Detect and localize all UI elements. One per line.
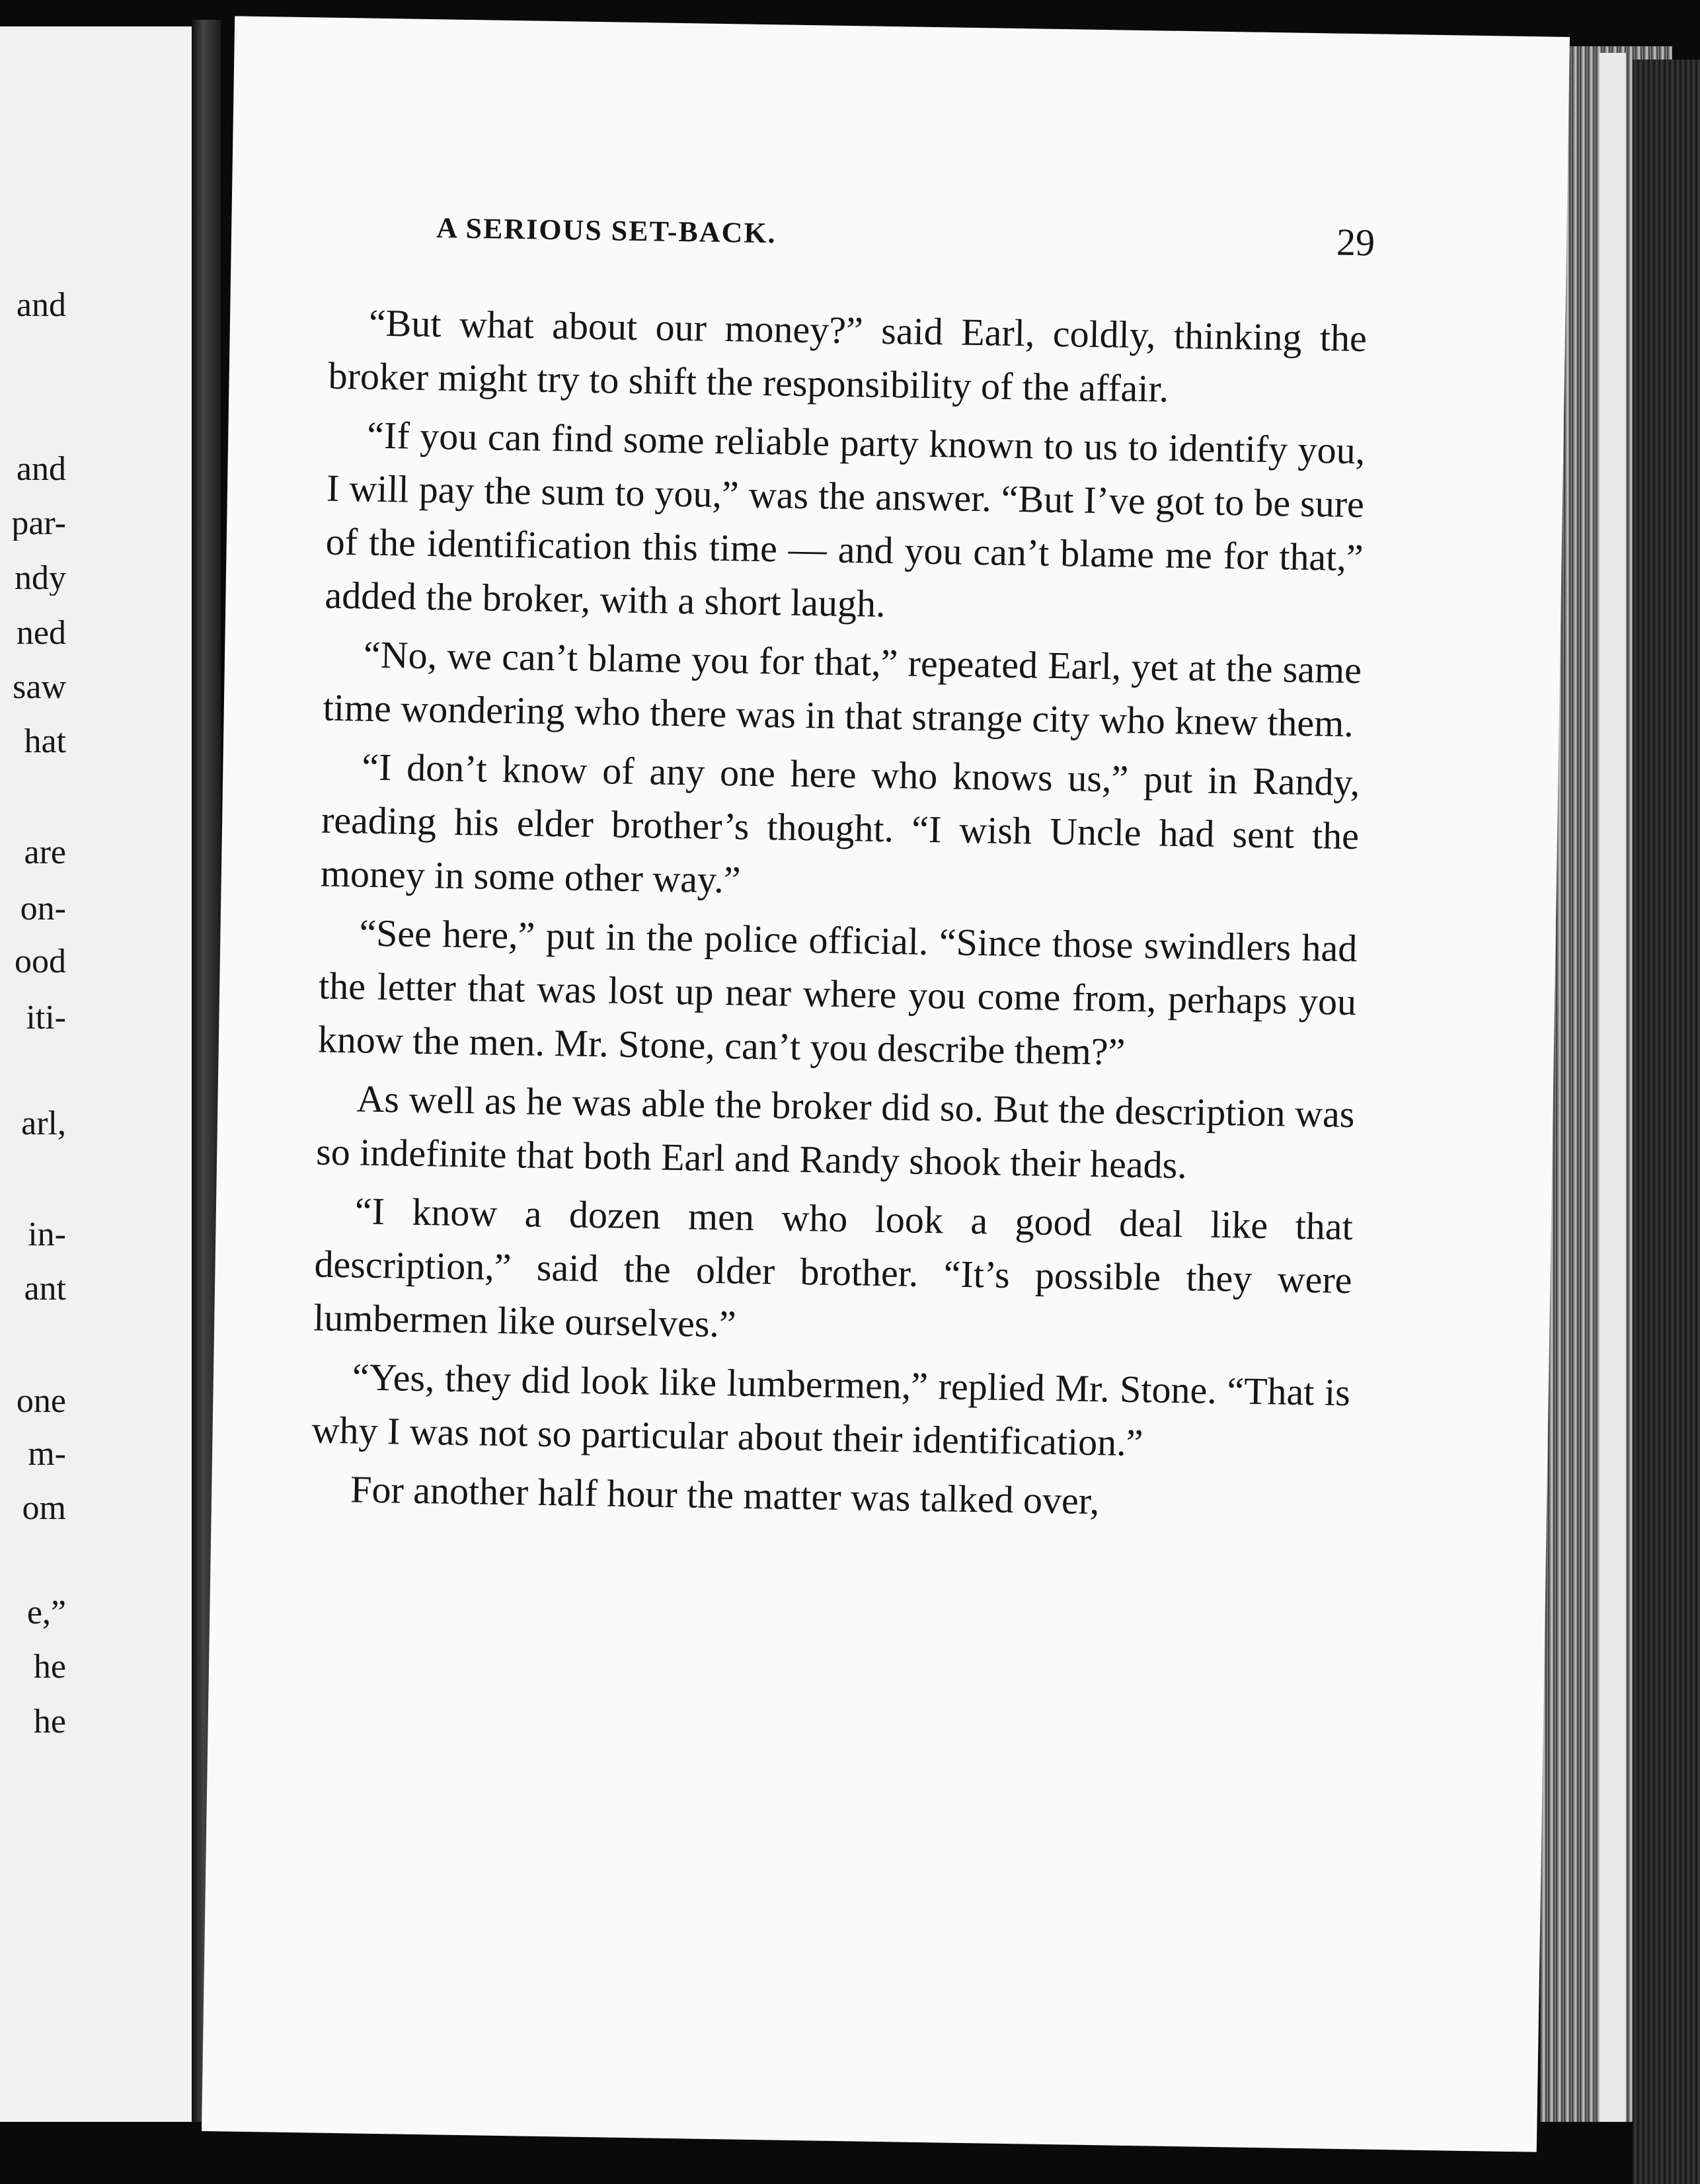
body-text — [311, 295, 1368, 1537]
left-page-fragment: ood — [15, 945, 66, 979]
left-page-fragment: he — [33, 1650, 66, 1684]
left-page-fragment: ned — [16, 616, 66, 650]
page-header — [436, 211, 1375, 264]
paragraph: “I know a dozen men who look a good deal like that description,” said the older brother. “It’s possible they were lumbermen like ourselves.” — [313, 1189, 1354, 1346]
paragraph: For another half hour the matter was talked over, — [350, 1467, 1100, 1523]
paragraph: As well as he was able the broker did so. But the description was so indefinite that both Earl and Randy shook their heads. — [315, 1077, 1355, 1187]
book-page — [202, 16, 1570, 2152]
left-page-fragment: and — [16, 288, 66, 323]
left-page-fragment: one — [16, 1384, 66, 1419]
paragraph: “Yes, they did look like lumbermen,” replied Mr. Stone. “That is why I was not so particular about their identification.” — [311, 1355, 1351, 1465]
paragraph: “If you can find some reliable party known to us to identify you, I will pay the sum to you,” was the answer. “But I’ve got to be sure of the identification this time — and you can’t blame me for that,” added the broker, with a short laugh. — [325, 413, 1366, 625]
left-page-fragment: ndy — [15, 561, 66, 596]
left-page-fragment: par- — [11, 506, 66, 541]
left-page-fragment: he — [33, 1705, 66, 1739]
left-page-fragment: and — [16, 452, 66, 487]
book-cover-edge — [1633, 59, 1700, 2184]
paragraph: “No, we can’t blame you for that,” repeated Earl, yet at the same time wondering who there was in that strange city who knew them. — [323, 633, 1362, 746]
running-head: A SERIOUS SET-BACK. — [436, 212, 777, 250]
left-page-fragment: ant — [24, 1272, 66, 1306]
page-number: 29 — [1336, 220, 1375, 264]
left-page-fragment: saw — [13, 670, 66, 705]
left-page-fragment: iti- — [26, 1001, 66, 1035]
left-page-fragment: hat — [24, 724, 66, 759]
left-page-fragment: e,” — [26, 1596, 66, 1630]
left-page-fragment: m- — [28, 1437, 66, 1471]
left-page-fragment: on- — [20, 892, 66, 926]
left-page-fragment: in- — [28, 1218, 66, 1252]
paragraph: “I don’t know of any one here who knows us,” put in Randy, reading his elder brother’s thought. “I wish Uncle had sent the money in some other way.” — [320, 745, 1360, 902]
left-page-fragment: are — [24, 836, 66, 870]
page-edge-highlight — [1600, 53, 1626, 2122]
facing-left-page — [0, 26, 204, 2122]
left-page-fragment: arl, — [21, 1107, 66, 1141]
paragraph: “See here,” put in the police official. “Since those swindlers had the letter that was lost up near where you come from, perhaps you know the men. Mr. Stone, can’t you describe them?” — [317, 911, 1358, 1073]
paragraph: “But what about our money?” said Earl, coldly, thinking the broker might try to shift the responsibility of the affair. — [328, 301, 1368, 410]
left-page-fragment: om — [22, 1491, 66, 1526]
